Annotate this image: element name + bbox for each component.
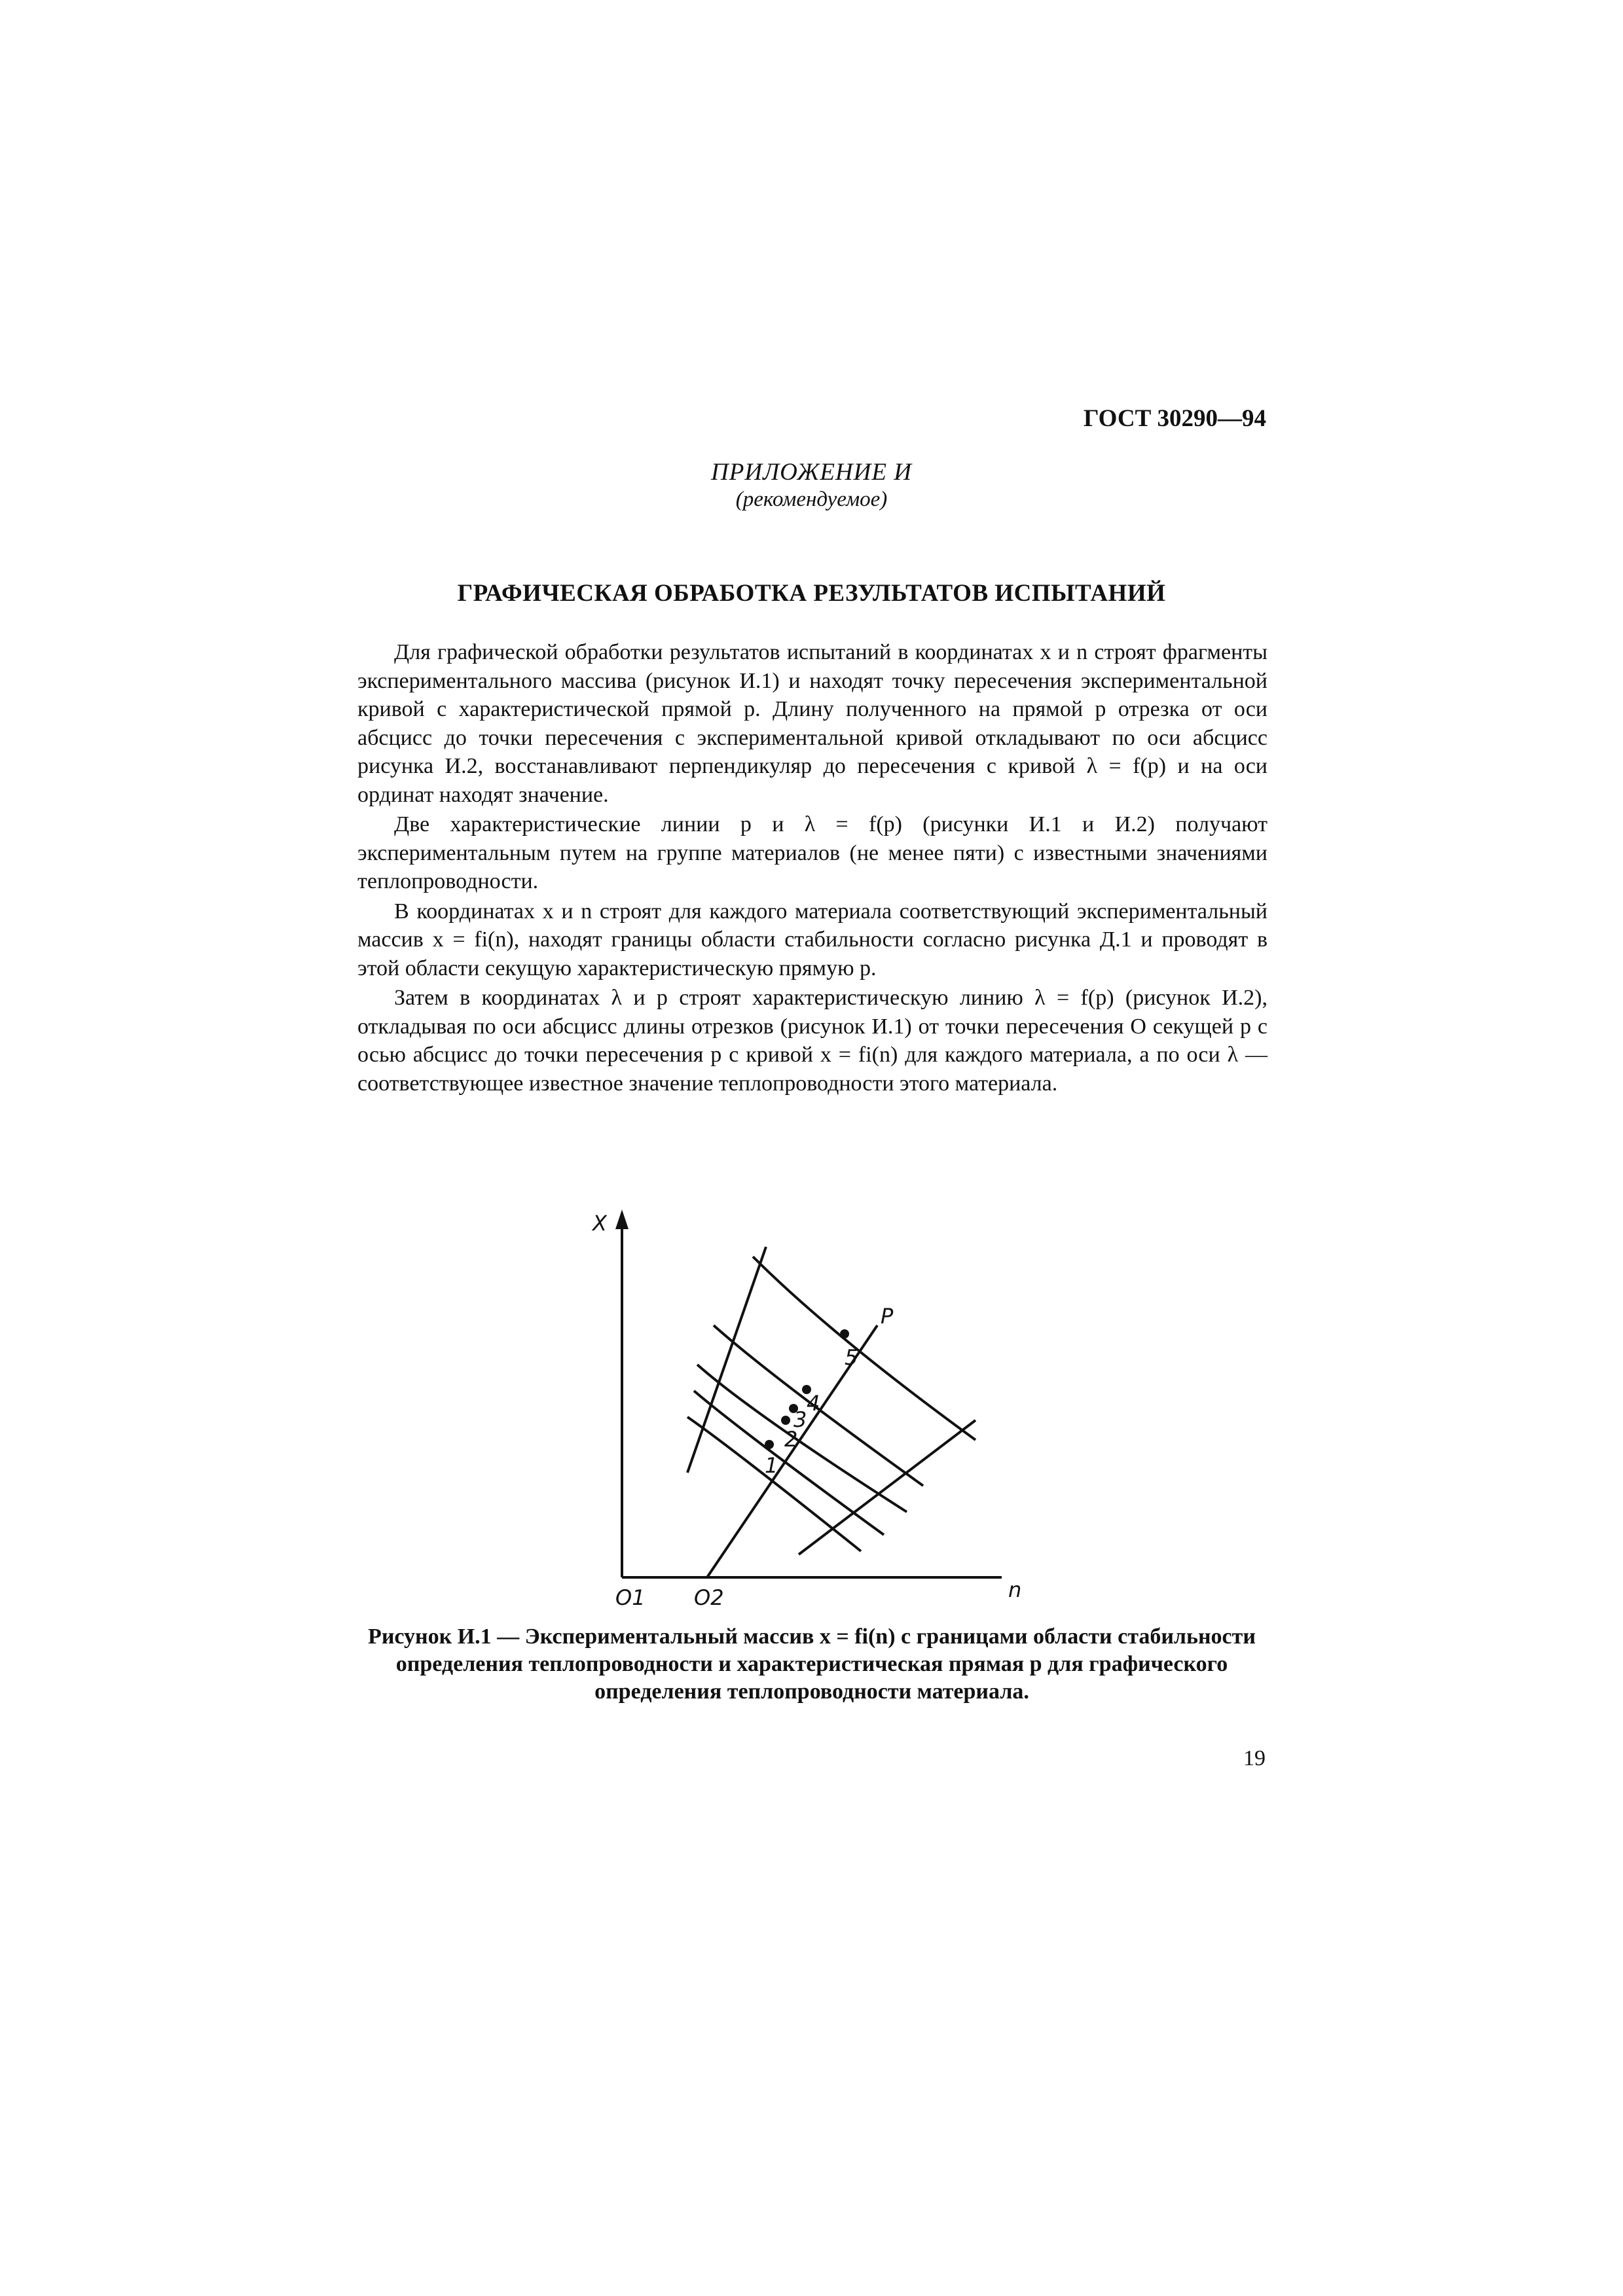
y-axis-arrow — [615, 1210, 629, 1229]
stability-boundary-right — [799, 1420, 976, 1554]
standard-header: ГОСТ 30290—94 — [1084, 405, 1266, 432]
x-axis-label: n — [1008, 1577, 1022, 1602]
origin-label-2: O2 — [694, 1585, 724, 1610]
origin-label-1: O1 — [615, 1585, 646, 1610]
point-label-1: 1 — [765, 1453, 778, 1478]
figure-caption: Рисунок И.1 — Экспериментальный массив x = fi(n) с границами области стабильности определения теплопроводности и характеристическая прямая p для графического определения теплопроводности материала. — [368, 1624, 1256, 1704]
point-label-2: 2 — [784, 1427, 798, 1452]
line-label-p: P — [881, 1304, 894, 1329]
intersection-point-2 — [781, 1416, 790, 1425]
curve-2 — [694, 1391, 884, 1535]
figure-experimental-array — [556, 1204, 1093, 1626]
curve-5 — [753, 1257, 976, 1440]
section-title: ГРАФИЧЕСКАЯ ОБРАБОТКА РЕЗУЛЬТАТОВ ИСПЫТАНИЙ — [457, 580, 1166, 607]
intersection-point-1 — [765, 1440, 774, 1449]
paragraph-3: В координатах x и n строят для каждого материала соответствующий экспериментальный массив x = fi(n), находят границы области стабильности согласно рисунка Д.1 и проводят в этой области секущую характеристическую прямую p. — [357, 899, 1267, 980]
appendix-label: ПРИЛОЖЕНИЕ И — [711, 459, 912, 486]
appendix-status: (рекомендуемое) — [735, 488, 888, 511]
figure-diagram — [556, 1204, 1093, 1623]
y-axis-label: X — [593, 1211, 607, 1236]
point-label-5: 5 — [845, 1345, 858, 1370]
paragraph-4: Затем в координатах λ и p строят характеристическую линию λ = f(p) (рисунок И.2), откладывая по оси абсцисс длины отрезков (рисунок И.1) от точки пересечения О секущей p с осью абсцисс до точки пересечения p с кривой x = fi(n) для каждого материала, а по оси λ — соответствующее известное значение теплопроводности этого материала. — [357, 986, 1267, 1096]
page-number: 19 — [1243, 1746, 1266, 1770]
paragraph-1: Для графической обработки результатов испытаний в координатах x и n строят фрагменты экспериментального массива (рисунок И.1) и находят точку пересечения экспериментальной кривой с характеристической прямой p. Длину полученного на прямой p отрезка от оси абсцисс до точки пересечения с экспериментальной кривой откладывают по оси абсцисс рисунка И.2, восстанавливают перпендикуляр до пересечения с кривой λ = f(p) и на оси ординат находят значение. — [357, 640, 1267, 807]
paragraph-2: Две характеристические линии p и λ = f(p) (рисунки И.1 и И.2) получают экспериментальным путем на группе материалов (не менее пяти) с известными значениями теплопроводности. — [357, 812, 1267, 893]
point-label-3: 3 — [793, 1407, 807, 1432]
curve-1 — [687, 1417, 861, 1551]
intersection-point-5 — [840, 1329, 849, 1338]
point-label-4: 4 — [807, 1391, 820, 1416]
body-text — [357, 638, 1267, 1099]
